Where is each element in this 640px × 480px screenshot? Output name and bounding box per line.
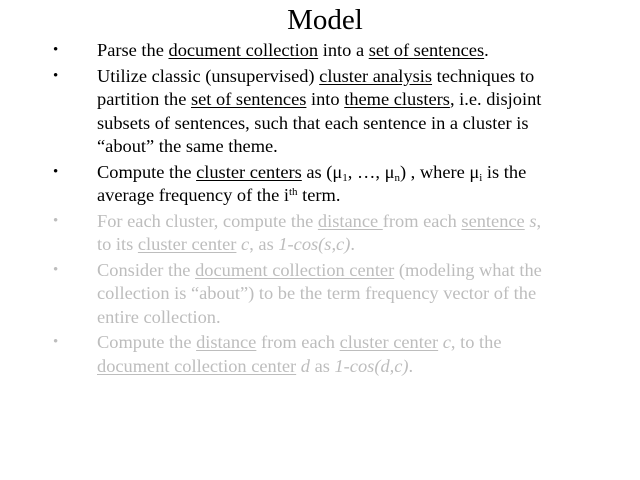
bullet-item bbox=[53, 259, 553, 330]
bullet-text-segment: 1-cos(d,c) bbox=[334, 355, 409, 376]
bullet-text-segment: 1-cos(s,c) bbox=[278, 234, 351, 254]
underlined-term: cluster center bbox=[339, 332, 439, 352]
bullet-list bbox=[53, 39, 553, 380]
bullet-text-segment: is the average frequency of the i bbox=[97, 161, 527, 205]
bullet-text-segment: , as bbox=[249, 234, 279, 254]
bullet-text-segment: from each bbox=[256, 332, 340, 352]
bullet-text-segment: Parse the bbox=[97, 40, 169, 60]
bullet-item bbox=[53, 210, 553, 257]
underlined-term: cluster center bbox=[137, 234, 237, 254]
bullet-text-segment: Compute the bbox=[97, 161, 197, 182]
bullet-text-segment: . bbox=[408, 355, 414, 376]
bullet-text-segment: as bbox=[309, 355, 335, 376]
bullet-text-segment: techniques to partition the bbox=[97, 65, 535, 109]
bullet-text-segment: , to its bbox=[97, 210, 542, 254]
bullet-text-segment: term. bbox=[297, 185, 341, 205]
bullet-text-segment: into a bbox=[318, 40, 369, 60]
bullet-dot-icon: • bbox=[53, 334, 59, 350]
underlined-term: document collection center bbox=[97, 355, 297, 376]
bullet-text-segment: ) , where μ bbox=[399, 161, 480, 182]
underlined-term: cluster centers bbox=[196, 161, 302, 182]
bullet-dot-icon: • bbox=[53, 163, 59, 180]
bullet-text-segment: For each cluster, compute the bbox=[97, 210, 318, 231]
bullet-text-segment: d bbox=[300, 355, 310, 376]
bullet-text-segment: as (μ bbox=[301, 161, 343, 182]
bullet-text-segment: . bbox=[350, 234, 355, 254]
bullet-dot-icon: • bbox=[53, 212, 59, 229]
bullet-text-segment: Consider the bbox=[97, 259, 196, 280]
bullet-text-segment: . bbox=[484, 40, 489, 60]
bullet-dot-icon: • bbox=[53, 42, 59, 58]
underlined-term: set of sentences bbox=[368, 40, 485, 60]
bullet-dot-icon: • bbox=[53, 67, 59, 84]
bullet-text-segment: , …, μ bbox=[347, 161, 395, 182]
bullet-item bbox=[53, 39, 553, 63]
bullet-text-segment: 1 bbox=[342, 171, 348, 184]
bullet-text-segment: Compute the bbox=[97, 332, 197, 352]
underlined-term: distance bbox=[196, 332, 257, 352]
bullet-item bbox=[53, 65, 553, 159]
bullet-text-segment: n bbox=[394, 171, 400, 184]
bullet-text-segment: c bbox=[241, 234, 250, 254]
underlined-term: set of sentences bbox=[190, 89, 307, 109]
bullet-text-segment: Utilize classic (unsupervised) bbox=[97, 65, 320, 86]
bullet-text-segment: th bbox=[288, 186, 298, 198]
underlined-term: document collection center bbox=[195, 259, 395, 280]
underlined-term: theme clusters bbox=[344, 89, 450, 109]
bullet-text-segment: , to the bbox=[450, 332, 502, 352]
bullet-text-segment: from each bbox=[382, 210, 462, 231]
bullet-text-segment: s bbox=[529, 210, 537, 231]
bullet-text-segment: c bbox=[442, 332, 451, 352]
underlined-term: cluster analysis bbox=[319, 65, 433, 86]
bullet-dot-icon: • bbox=[53, 261, 59, 278]
bullet-text-segment: into bbox=[306, 89, 345, 109]
bullet-text-segment: , i.e. disjoint subsets of sentences, such that each sentence in a cluster is “about” the same theme. bbox=[97, 89, 542, 156]
bullet-text-segment: i bbox=[479, 171, 483, 184]
bullet-item bbox=[53, 331, 553, 378]
bullet-text-segment: (modeling what the collection is “about”) to be the term frequency vector of the entire collection. bbox=[97, 259, 542, 327]
underlined-term: sentence bbox=[461, 210, 525, 231]
underlined-term: distance bbox=[317, 210, 383, 231]
slide-title: Model bbox=[287, 4, 363, 36]
underlined-term: document collection bbox=[168, 40, 319, 60]
bullet-item bbox=[53, 161, 553, 208]
